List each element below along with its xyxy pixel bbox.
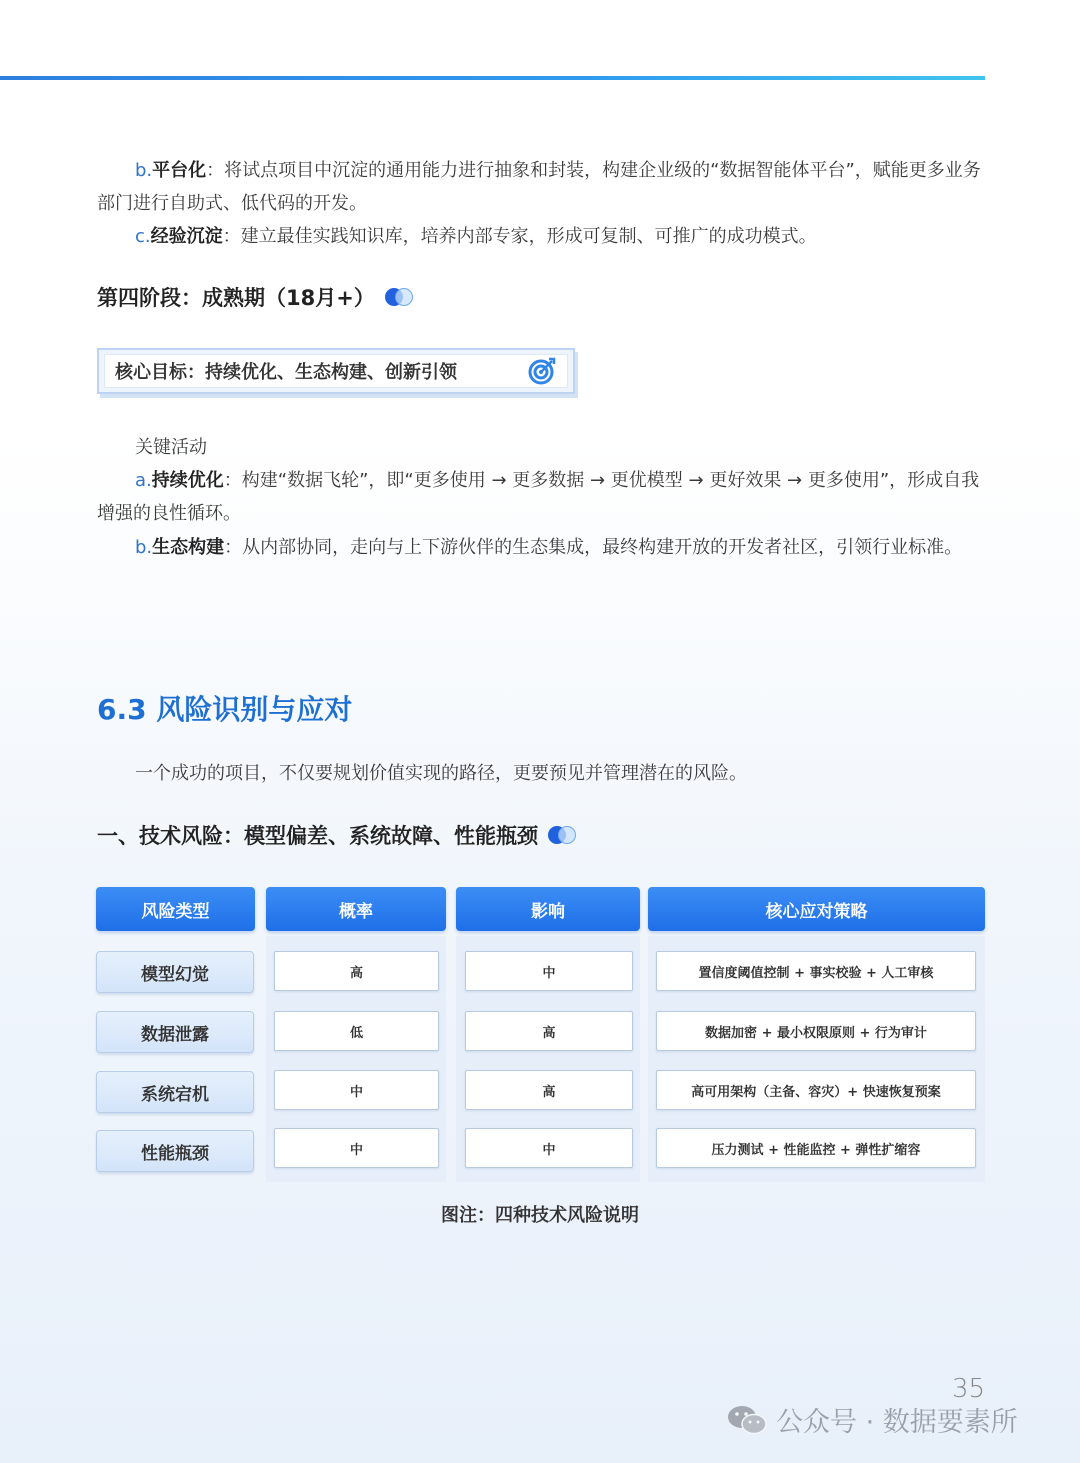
watermark — [726, 1400, 1018, 1439]
paragraph-platform — [97, 154, 987, 220]
wechat-icon — [726, 1403, 768, 1437]
activity-ecosystem — [97, 531, 987, 564]
stage-four-heading — [97, 282, 415, 312]
strategy-cell: 压力测试 + 性能监控 + 弹性扩缩容 — [656, 1128, 976, 1168]
header-rule — [0, 76, 985, 80]
item-label: 经验沉淀 — [150, 226, 223, 247]
impact-cell: 高 — [465, 1011, 633, 1051]
subsection-heading — [97, 820, 578, 850]
strategy-cell: 置信度阈值控制 + 事实校验 + 人工审核 — [656, 951, 976, 991]
impact-cell: 中 — [465, 1128, 633, 1168]
risk-type-cell: 数据泄露 — [96, 1011, 254, 1053]
item-letter: b. — [135, 537, 153, 558]
stage-four-title: 第四阶段：成熟期（18月+） — [97, 286, 375, 310]
item-text: ：将试点项目中沉淀的通用能力进行抽象和封装，构建企业级的“数据智能体平台”，赋能更多业务部门进行自助式、低代码的开发。 — [97, 160, 981, 214]
probability-cell: 中 — [274, 1070, 439, 1110]
key-activities-label — [97, 431, 987, 464]
page-number: 35 — [952, 1374, 986, 1404]
item-letter: b. — [135, 160, 153, 181]
item-text: ：建立最佳实践知识库，培养内部专家，形成可复制、可推广的成功模式。 — [222, 226, 817, 247]
risk-type-cell: 系统宕机 — [96, 1071, 254, 1113]
table-caption: 图注：四种技术风险说明 — [441, 1205, 639, 1226]
strategy-cell: 数据加密 + 最小权限原则 + 行为审计 — [656, 1011, 976, 1051]
item-text: ：构建“数据飞轮”，即“更多使用 → 更多数据 → 更优模型 → 更好效果 → 更多使用”，形成自我增强的良性循环。 — [97, 470, 980, 524]
item-label: 持续优化 — [151, 470, 224, 491]
toggle-circles-icon — [385, 288, 415, 306]
item-label: 生态构建 — [152, 537, 225, 558]
probability-cell: 中 — [274, 1128, 439, 1168]
header-probability: 概率 — [266, 887, 446, 931]
item-text: ：从内部协同，走向与上下游伙伴的生态集成，最终构建开放的开发者社区，引领行业标准。 — [224, 537, 963, 558]
impact-cell: 高 — [465, 1070, 633, 1110]
paragraph-experience — [97, 220, 987, 253]
risk-type-cell: 模型幻觉 — [96, 951, 254, 993]
header-risk-type: 风险类型 — [96, 887, 255, 931]
item-letter: a. — [135, 470, 152, 491]
watermark-text: 公众号 · 数据要素所 — [776, 1407, 1018, 1438]
target-icon — [527, 356, 557, 386]
risk-type-cell: 性能瓶颈 — [96, 1130, 254, 1172]
toggle-circles-icon — [548, 826, 578, 844]
strategy-cell: 高可用架构（主备、容灾）+ 快速恢复预案 — [656, 1070, 976, 1110]
subsection-title: 一、技术风险：模型偏差、系统故障、性能瓶颈 — [97, 824, 538, 848]
activity-optimize — [97, 464, 987, 530]
core-goal-box — [97, 348, 575, 394]
core-goal-text: 核心目标：持续优化、生态构建、创新引领 — [115, 362, 457, 383]
probability-cell: 高 — [274, 951, 439, 991]
header-strategy: 核心应对策略 — [648, 887, 985, 931]
item-label: 平台化 — [152, 160, 207, 181]
probability-cell: 低 — [274, 1011, 439, 1051]
key-activities-text: 关键活动 — [135, 437, 207, 458]
section-intro: 一个成功的项目，不仅要规划价值实现的路径，更要预见并管理潜在的风险。 — [135, 763, 747, 784]
impact-cell: 中 — [465, 951, 633, 991]
section-title: 6.3 风险识别与应对 — [97, 693, 353, 726]
header-impact: 影响 — [456, 887, 640, 931]
item-letter: c. — [135, 226, 151, 247]
